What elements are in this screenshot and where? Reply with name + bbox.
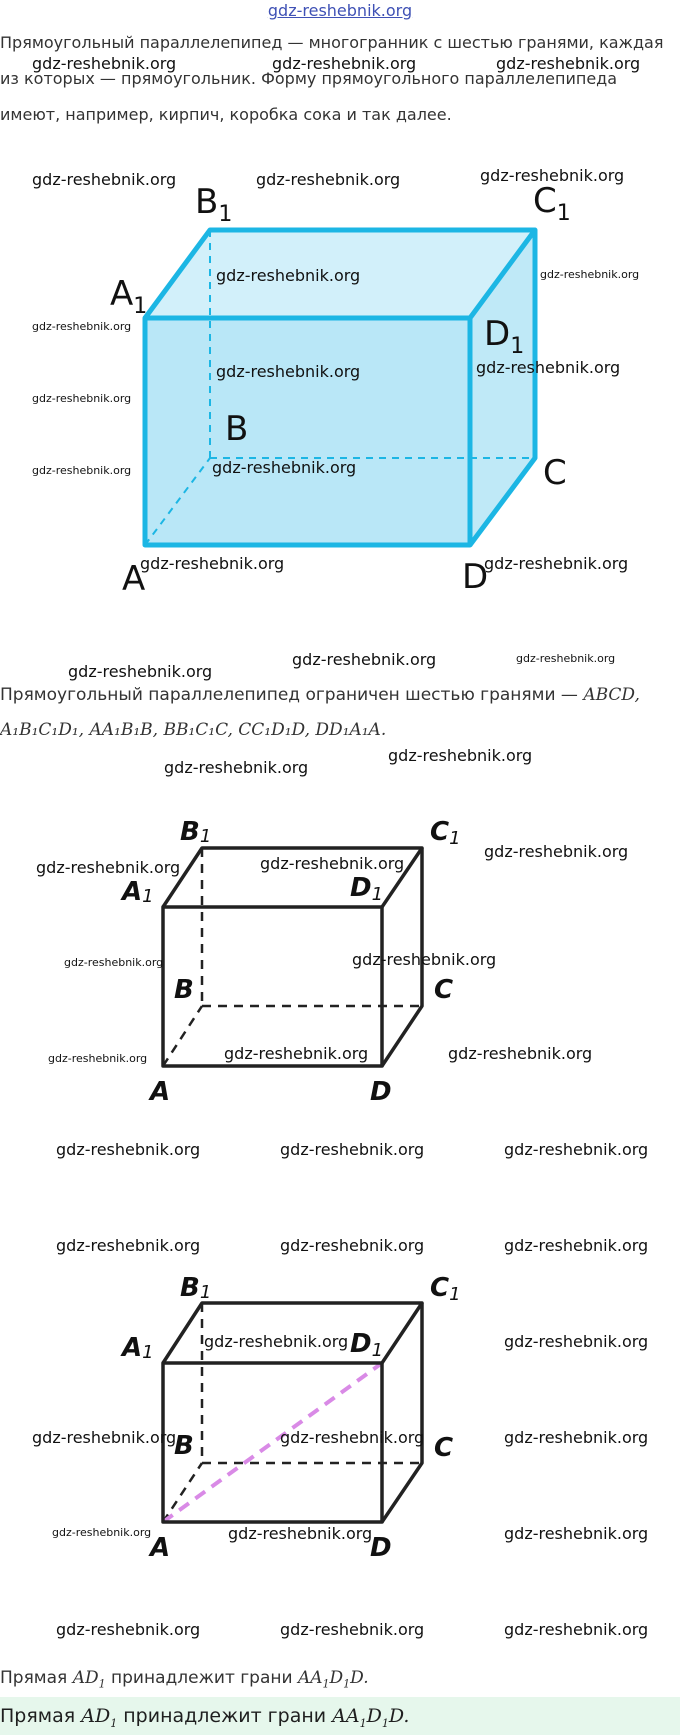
watermark: gdz-reshebnik.org xyxy=(48,1052,148,1065)
label-B: B xyxy=(174,975,194,1005)
label-A1: A1 xyxy=(122,1333,154,1363)
intro-line-3: имеют, например, кирпич, коробка сока и так далее. xyxy=(0,105,452,124)
watermark: gdz-reshebnik.org xyxy=(480,166,625,185)
watermark: gdz-reshebnik.org xyxy=(280,1428,425,1447)
watermark: gdz-reshebnik.org xyxy=(504,1140,649,1159)
cuboid-figure-diagonal xyxy=(0,1265,680,1565)
answer-middle: принадлежит грани xyxy=(117,1705,333,1727)
watermark: gdz-reshebnik.org xyxy=(504,1620,649,1639)
watermark: gdz-reshebnik.org xyxy=(484,554,629,573)
face-abcd: ABCD, xyxy=(583,685,640,705)
watermark: gdz-reshebnik.org xyxy=(140,554,285,573)
answer-face-aa1d1d: $AA_1D_1D$. xyxy=(332,1705,410,1730)
label-A: A xyxy=(150,1533,171,1563)
watermark: gdz-reshebnik.org xyxy=(256,170,401,189)
faces-line-1 xyxy=(0,685,640,705)
edge-AB xyxy=(163,1006,202,1066)
watermark: gdz-reshebnik.org xyxy=(504,1332,649,1351)
label-B1: B1 xyxy=(180,817,212,847)
watermark: gdz-reshebnik.org xyxy=(496,54,641,73)
watermark: gdz-reshebnik.org xyxy=(448,1044,593,1063)
statement-middle: принадлежит грани xyxy=(105,1668,298,1688)
front-face xyxy=(145,318,470,545)
line-ad1: $AD_1$ xyxy=(72,1668,106,1691)
watermark: gdz-reshebnik.org xyxy=(280,1236,425,1255)
label-D1: D1 xyxy=(350,1329,384,1361)
watermark: gdz-reshebnik.org xyxy=(32,54,177,73)
watermark: gdz-reshebnik.org xyxy=(504,1428,649,1447)
watermark: gdz-reshebnik.org xyxy=(504,1236,649,1255)
watermark: gdz-reshebnik.org xyxy=(280,1140,425,1159)
statement-line xyxy=(0,1668,369,1694)
watermark: gdz-reshebnik.org xyxy=(68,662,213,681)
face-aa1d1d: $AA_1D_1D$. xyxy=(297,1668,369,1691)
watermark: gdz-reshebnik.org xyxy=(32,170,177,189)
label-B: B xyxy=(174,1431,194,1461)
label-D1: D1 xyxy=(350,873,384,905)
label-D1: $D_1$ xyxy=(484,314,525,359)
watermark: gdz-reshebnik.org xyxy=(204,1332,349,1351)
watermark: gdz-reshebnik.org xyxy=(52,1526,152,1539)
faces-line-2: A₁B₁C₁D₁, AA₁B₁B, BB₁C₁C, CC₁D₁D, DD₁A₁A. xyxy=(0,720,387,740)
answer-prefix: Прямая xyxy=(0,1705,82,1727)
label-C: C xyxy=(434,975,454,1005)
watermark: gdz-reshebnik.org xyxy=(272,54,417,73)
site-title-link[interactable]: gdz-reshebnik.org xyxy=(267,1,413,20)
answer-line-ad1: $AD_1$ xyxy=(81,1705,118,1730)
watermark: gdz-reshebnik.org xyxy=(32,392,132,405)
label-B: B xyxy=(225,409,249,449)
watermark: gdz-reshebnik.org xyxy=(292,650,437,669)
watermark: gdz-reshebnik.org xyxy=(216,266,361,285)
label-B1: $B_1$ xyxy=(195,182,233,227)
watermark: gdz-reshebnik.org xyxy=(476,358,621,377)
intro-line-2: из которых — прямоугольник. Форму прямоугольного параллелепипеда xyxy=(0,69,618,88)
label-A1: A1 xyxy=(122,877,154,907)
label-B1: B1 xyxy=(180,1273,212,1303)
label-D: D xyxy=(370,1533,392,1563)
label-D: D xyxy=(462,557,489,597)
statement-prefix: Прямая xyxy=(0,1668,73,1688)
watermark: gdz-reshebnik.org xyxy=(56,1236,201,1255)
label-C1: C1 xyxy=(430,1273,461,1305)
watermark: gdz-reshebnik.org xyxy=(516,652,616,665)
label-C: C xyxy=(434,1433,454,1463)
watermark: gdz-reshebnik.org xyxy=(228,1524,373,1543)
label-A: A xyxy=(122,559,146,599)
answer-line xyxy=(0,1706,409,1734)
watermark: gdz-reshebnik.org xyxy=(32,464,132,477)
label-A1: $A_1$ xyxy=(110,274,148,319)
label-A: A xyxy=(150,1077,171,1107)
watermark: gdz-reshebnik.org xyxy=(504,1524,649,1543)
label-C1: C1 xyxy=(430,817,461,849)
watermark: gdz-reshebnik.org xyxy=(388,746,533,765)
edge-AB xyxy=(163,1463,202,1522)
label-D: D xyxy=(370,1077,392,1107)
watermark: gdz-reshebnik.org xyxy=(484,842,629,861)
faces-text: Прямоугольный параллелепипед ограничен шестью гранями — xyxy=(0,685,584,705)
watermark: gdz-reshebnik.org xyxy=(32,1428,177,1447)
label-C: C xyxy=(543,453,567,493)
watermark: gdz-reshebnik.org xyxy=(64,956,164,969)
watermark: gdz-reshebnik.org xyxy=(56,1620,201,1639)
watermark: gdz-reshebnik.org xyxy=(224,1044,369,1063)
watermark: gdz-reshebnik.org xyxy=(352,950,497,969)
front-edges xyxy=(163,907,382,1066)
intro-line-1: Прямоугольный параллелепипед — многогранник с шестью гранями, каждая xyxy=(0,33,664,52)
watermark: gdz-reshebnik.org xyxy=(212,458,357,477)
watermark: gdz-reshebnik.org xyxy=(540,268,640,281)
watermark: gdz-reshebnik.org xyxy=(280,1620,425,1639)
watermark: gdz-reshebnik.org xyxy=(216,362,361,381)
watermark: gdz-reshebnik.org xyxy=(260,854,405,873)
watermark: gdz-reshebnik.org xyxy=(32,320,132,333)
watermark: gdz-reshebnik.org xyxy=(36,858,181,877)
label-C1: $C_1$ xyxy=(533,181,571,226)
watermark: gdz-reshebnik.org xyxy=(164,758,309,777)
watermark: gdz-reshebnik.org xyxy=(56,1140,201,1159)
